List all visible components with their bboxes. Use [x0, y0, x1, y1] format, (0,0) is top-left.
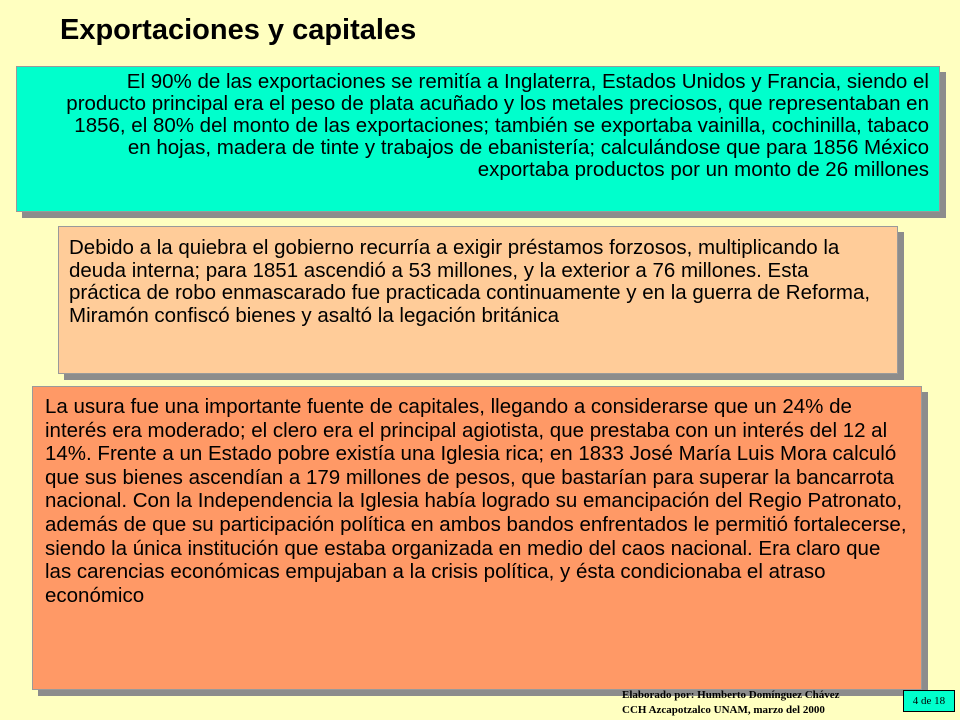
slide-title: Exportaciones y capitales — [60, 14, 417, 46]
debt-text-box — [58, 226, 898, 374]
usury-paragraph: La usura fue una importante fuente de capitales, llegando a considerarse que un 24% de interés era moderado; el clero era el principal agiotista, que prestaba con un interés del 12 al 14%. Frente a un Estado pobre existía una Iglesia rica; en 1833 José María Luis Mora calculó que sus bienes ascendían a 179 millones de pesos, que bastarían para superar la bancarrota nacional. Con la Independencia la Iglesia había logrado su emancipación del Regio Patronato, además de que su participación política en ambos bandos enfrentados le permitió fortalecerse, siendo la única institución que estaba organizada en medio del caos nacional. Era claro que las carencias económicas empujaban a la crisis política, y ésta condicionaba el atraso económico — [45, 395, 907, 607]
usury-text-box — [32, 386, 922, 690]
page-indicator[interactable]: 4 de 18 — [903, 690, 955, 712]
footer-school: CCH Azcapotzalco UNAM, marzo del 2000 — [622, 704, 825, 716]
slide-footer — [622, 688, 840, 718]
debt-paragraph: Debido a la quiebra el gobierno recurría a exigir préstamos forzosos, multiplicando la deuda interna; para 1851 ascendió a 53 millones, y la exterior a 76 millones. Esta práctica de robo enmascarado fue practicada continuamente y en la guerra de Reforma, Miramón confiscó bienes y asaltó la legación británica — [69, 236, 871, 327]
exports-text-box — [16, 66, 940, 212]
exports-paragraph: El 90% de las exportaciones se remitía a Inglaterra, Estados Unidos y Francia, siendo el producto principal era el peso de plata acuñado y los metales preciosos, que representaban en 1856, el 80% del monto de las exportaciones; también se exportaba vainilla, cochinilla, tabaco en hojas, madera de tinte y trabajos de ebanistería; calculándose que para 1856 México exportaba productos por un monto de 26 millones — [66, 70, 929, 181]
footer-author: Elaborado por: Humberto Domínguez Chávez — [622, 689, 840, 701]
